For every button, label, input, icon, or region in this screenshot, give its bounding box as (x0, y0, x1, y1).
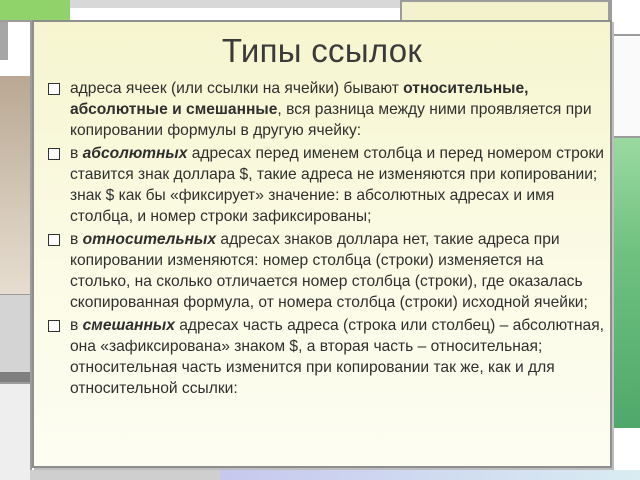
item-text: в (70, 231, 83, 248)
item-bold-text: относительные, абсолютные и смешанные (70, 80, 529, 118)
item-text: адреса ячеек (или ссылки на ячейки) бывают (70, 80, 404, 97)
checkbox-square-icon (48, 148, 60, 160)
checkbox-square-icon (48, 320, 60, 332)
decor-grey-strip-top (70, 0, 400, 8)
checkbox-square-icon (48, 234, 60, 246)
slide-content-panel (32, 20, 612, 468)
decor-dark-strip-left (0, 372, 30, 382)
decor-grey-block-left (0, 294, 30, 372)
decor-grey-strip-left (0, 20, 8, 60)
decor-blue-strip-bottom (220, 470, 640, 480)
item-bold-italic-text: относительных (82, 231, 217, 248)
list-item (42, 315, 608, 399)
list-item (42, 229, 608, 313)
decor-white-block-top-right (610, 0, 640, 20)
decor-brown-block-left (0, 76, 30, 294)
list-item (42, 143, 608, 227)
item-bold-italic-text: абсолютных (82, 145, 188, 162)
bullet-list (42, 78, 608, 401)
decor-green-block-right (612, 138, 640, 428)
item-text: в (70, 317, 83, 334)
item-text: адресах знаков доллара нет, такие адреса при копировании изменяются: номер столбца (строки) изменяется на столько, на сколько отличается номер столбца (строки), где оказалась скопированная формула, от номера столбца (строки) исходной ячейки; (70, 231, 588, 311)
list-item (42, 78, 608, 141)
decor-white-block-right (612, 34, 640, 138)
item-text: адресах часть адреса (строка или столбец) – абсолютная, она «зафиксирована» знаком $, а вторая часть – относительная; относительная часть изменится при копировании так же, как и для относительной ссылки: (70, 317, 604, 397)
decor-white-block-left (0, 382, 30, 480)
slide-title: Типы ссылок (221, 32, 423, 69)
checkbox-square-icon (48, 83, 60, 95)
item-text: адресах перед именем столбца и перед номером строки ставится знак доллара $, такие адреса не изменяются при копировании; знак $ как бы «фиксирует» значение: в абсолютных адресах и имя столбца, и номер строки зафиксированы; (70, 145, 604, 225)
decor-grey-strip-bottom (30, 470, 220, 480)
item-bold-italic-text: смешанных (82, 317, 175, 334)
item-text: , вся разница между ними проявляется при копировании формулы в другую ячейку: (70, 101, 592, 139)
item-text: в (70, 145, 83, 162)
decor-green-block-top (0, 0, 70, 20)
